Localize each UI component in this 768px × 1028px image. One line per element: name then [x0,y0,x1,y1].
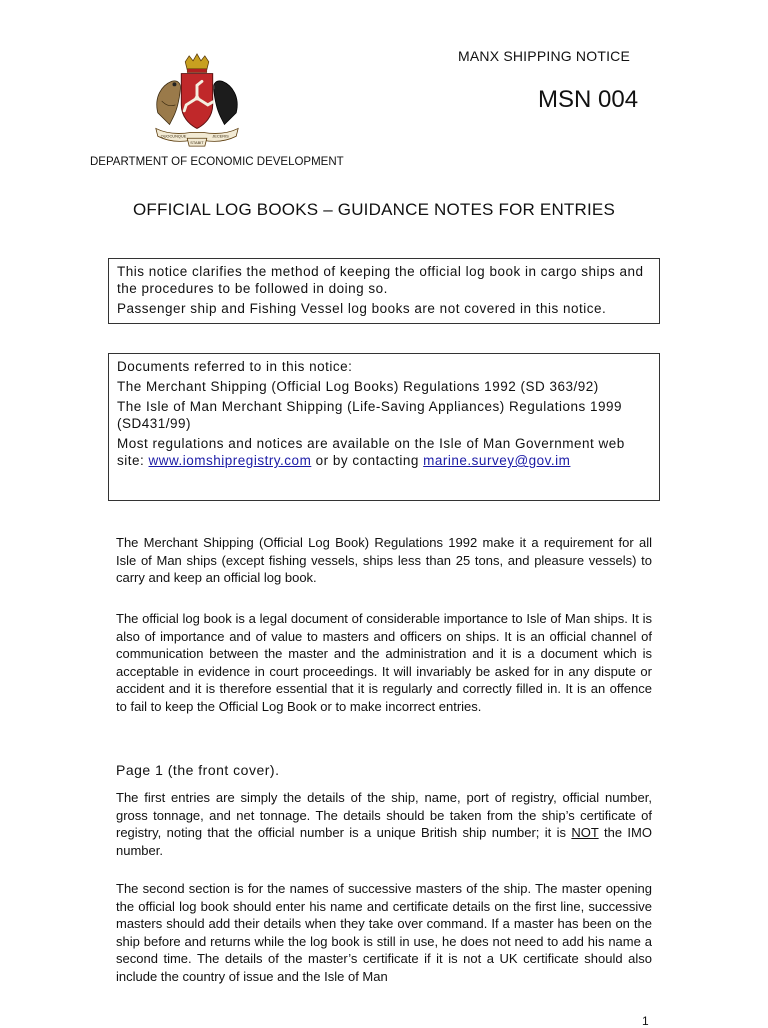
paragraph-text: the IMO number. [116,825,652,858]
crest-motto-left: QUOCUNQUE [160,133,187,139]
body-paragraph: The second section is for the names of successive masters of the ship. The master opening the official log book should enter his name and certificate details on the first line, successive masters should add their details when they take over command. If a master has been on the ship before and returns while the log book is still in use, he does not need to add his name a second time. The details of the master’s certificate if it is not a UK certificate should also include the country of issue and the Isle of Man [116,881,652,984]
paragraph-text: The first entries are simply the details of the ship, name, port of registry, official number, gross tonnage, and net tonnage. The details should be taken from the ship’s certificate of registry, noting that the official number is a unique British ship number; it is [116,790,652,840]
section-heading: Page 1 (the front cover). [116,762,280,778]
page-title: OFFICIAL LOG BOOKS – GUIDANCE NOTES FOR ENTRIES [132,200,615,219]
body-paragraph: The Merchant Shipping (Official Log Book) Regulations 1992 make it a requirement for all Isle of Man ships (except fishing vessels, ships less than 25 tons, and pleasure vessels) to carry and keep an official log book. [116,535,652,585]
contact-text: or by contacting [315,453,419,468]
summary-exclusion: Passenger ship and Fishing Vessel log books are not covered in this notice. [117,301,607,316]
availability-text: Most regulations and notices are available on the Isle of Man Government web site: [117,436,625,468]
msn-number: MSN 004 [538,86,639,113]
documents-box [108,353,660,501]
document-reference: The Merchant Shipping (Official Log Books) Regulations 1992 (SD 363/92) [117,379,599,394]
coat-of-arms-icon [148,52,246,150]
crest-motto-bottom: STABIT [190,140,204,146]
department-name: DEPARTMENT OF ECONOMIC DEVELOPMENT [90,156,344,168]
summary-text: This notice clarifies the method of keeping the official log book in cargo ships and the procedures to be followed in doing so. [117,264,644,296]
crest-motto-right: JECERIS [212,133,229,139]
email-link[interactable]: marine.survey@gov.im [423,453,571,468]
page-number: 1 [642,1014,649,1028]
notice-type: MANX SHIPPING NOTICE [458,48,631,64]
body-paragraph [116,789,652,859]
emphasis-text: NOT [571,825,599,840]
documents-heading: Documents referred to in this notice: [117,359,353,374]
website-link[interactable]: www.iomshipregistry.com [148,453,312,468]
document-reference: The Isle of Man Merchant Shipping (Life-Saving Appliances) Regulations 1999 (SD431/99) [117,399,623,431]
summary-box [108,258,660,324]
body-paragraph: The official log book is a legal document of considerable importance to Isle of Man ships. It is also of importance and of value to masters and officers on ships. It is an official channel of communication between the master and the administration and it is a document which is acceptable in evidence in court proceedings. It will invariably be asked for in any dispute or accident and it is therefore essential that it is regularly and correctly filled in. It is an offence to fail to keep the Official Log Book or to make incorrect entries. [116,611,652,714]
availability-note [117,435,651,469]
